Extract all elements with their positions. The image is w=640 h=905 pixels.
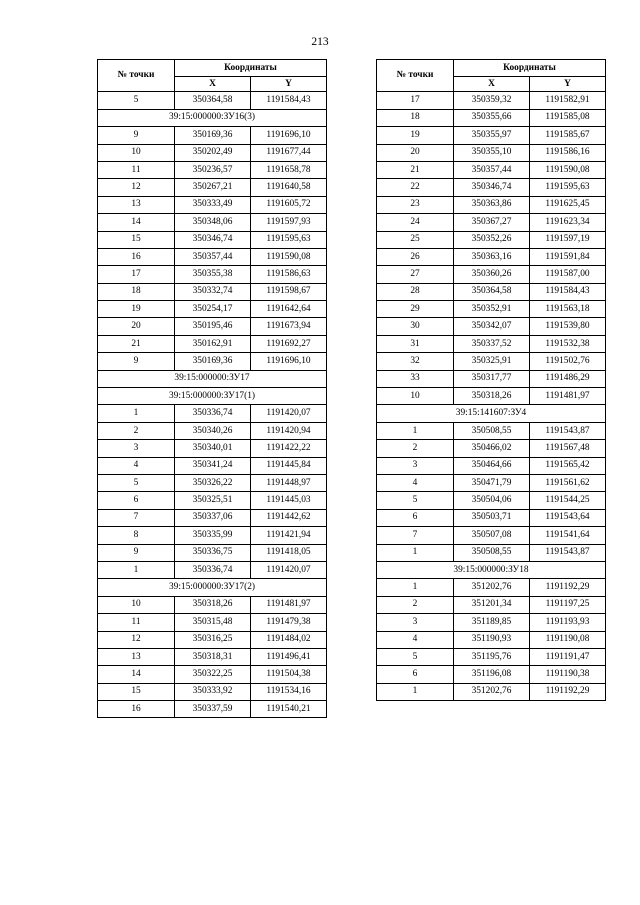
point-number: 10 bbox=[98, 144, 175, 161]
table-row bbox=[377, 666, 606, 683]
x-coordinate: 350336,75 bbox=[175, 544, 251, 561]
x-coordinate: 350346,74 bbox=[454, 179, 530, 196]
table-row bbox=[377, 631, 606, 648]
point-number: 9 bbox=[98, 127, 175, 144]
y-coordinate: 1191590,08 bbox=[251, 248, 327, 265]
y-coordinate: 1191595,63 bbox=[251, 231, 327, 248]
x-coordinate: 351196,08 bbox=[454, 666, 530, 683]
x-coordinate: 350336,74 bbox=[175, 561, 251, 578]
x-coordinate: 351190,93 bbox=[454, 631, 530, 648]
point-number: 21 bbox=[98, 335, 175, 352]
y-coordinate: 1191658,78 bbox=[251, 161, 327, 178]
point-number: 9 bbox=[98, 544, 175, 561]
x-coordinate: 350336,74 bbox=[175, 405, 251, 422]
y-coordinate: 1191586,16 bbox=[530, 144, 606, 161]
table-row bbox=[98, 474, 327, 491]
y-coordinate: 1191543,87 bbox=[530, 422, 606, 439]
x-coordinate: 351189,85 bbox=[454, 614, 530, 631]
x-coordinate: 350195,46 bbox=[175, 318, 251, 335]
table-row bbox=[377, 248, 606, 265]
point-number: 5 bbox=[98, 92, 175, 109]
table-row bbox=[377, 301, 606, 318]
y-coordinate: 1191623,34 bbox=[530, 214, 606, 231]
x-coordinate: 350337,59 bbox=[175, 701, 251, 718]
parcel-id: 39:15:000000:ЗУ17(2) bbox=[98, 579, 327, 596]
point-number: 16 bbox=[98, 701, 175, 718]
table-row bbox=[377, 179, 606, 196]
y-coordinate: 1191584,43 bbox=[530, 283, 606, 300]
table-row bbox=[377, 266, 606, 283]
x-coordinate: 350202,49 bbox=[175, 144, 251, 161]
y-coordinate: 1191418,05 bbox=[251, 544, 327, 561]
table-row bbox=[98, 701, 327, 718]
table-row bbox=[377, 544, 606, 561]
table-row bbox=[377, 509, 606, 526]
point-number: 1 bbox=[377, 422, 454, 439]
coordinates-header: Координаты bbox=[175, 60, 327, 77]
x-coordinate: 350464,66 bbox=[454, 457, 530, 474]
point-number: 6 bbox=[377, 509, 454, 526]
table-row bbox=[98, 457, 327, 474]
y-coordinate: 1191696,10 bbox=[251, 353, 327, 370]
y-coordinate: 1191625,45 bbox=[530, 196, 606, 213]
y-coordinate: 1191567,48 bbox=[530, 440, 606, 457]
x-coordinate: 350318,26 bbox=[454, 388, 530, 405]
y-coordinate: 1191502,76 bbox=[530, 353, 606, 370]
y-coordinate: 1191445,03 bbox=[251, 492, 327, 509]
x-coordinate: 350317,77 bbox=[454, 370, 530, 387]
x-header: X bbox=[175, 77, 251, 92]
point-number: 15 bbox=[98, 683, 175, 700]
table-row bbox=[98, 248, 327, 265]
table-row bbox=[98, 492, 327, 509]
x-coordinate: 350364,58 bbox=[454, 283, 530, 300]
parcel-id: 39:15:000000:ЗУ17 bbox=[98, 370, 327, 387]
table-row bbox=[98, 266, 327, 283]
y-coordinate: 1191534,16 bbox=[251, 683, 327, 700]
y-coordinate: 1191598,67 bbox=[251, 283, 327, 300]
x-coordinate: 350325,91 bbox=[454, 353, 530, 370]
table-row bbox=[377, 596, 606, 613]
table-row bbox=[98, 666, 327, 683]
point-number: 7 bbox=[98, 509, 175, 526]
table-body-right bbox=[377, 92, 606, 701]
point-number: 27 bbox=[377, 266, 454, 283]
x-coordinate: 350337,52 bbox=[454, 335, 530, 352]
point-number: 14 bbox=[98, 214, 175, 231]
point-number-header: № точки bbox=[98, 60, 175, 92]
table-row bbox=[377, 92, 606, 109]
point-number: 24 bbox=[377, 214, 454, 231]
x-coordinate: 350318,26 bbox=[175, 596, 251, 613]
y-coordinate: 1191597,93 bbox=[251, 214, 327, 231]
y-coordinate: 1191640,58 bbox=[251, 179, 327, 196]
y-coordinate: 1191563,18 bbox=[530, 301, 606, 318]
y-coordinate: 1191586,63 bbox=[251, 266, 327, 283]
y-coordinate: 1191481,97 bbox=[251, 596, 327, 613]
table-row bbox=[377, 683, 606, 700]
parcel-section-row bbox=[98, 109, 327, 126]
x-coordinate: 350162,91 bbox=[175, 335, 251, 352]
point-number: 1 bbox=[98, 561, 175, 578]
table-row bbox=[98, 422, 327, 439]
point-number: 5 bbox=[377, 492, 454, 509]
x-coordinate: 350355,10 bbox=[454, 144, 530, 161]
x-coordinate: 350341,24 bbox=[175, 457, 251, 474]
point-number: 26 bbox=[377, 248, 454, 265]
table-row bbox=[377, 318, 606, 335]
table-row bbox=[377, 492, 606, 509]
y-coordinate: 1191540,21 bbox=[251, 701, 327, 718]
table-row bbox=[98, 527, 327, 544]
point-number: 6 bbox=[377, 666, 454, 683]
y-coordinate: 1191191,47 bbox=[530, 648, 606, 665]
point-number: 10 bbox=[377, 388, 454, 405]
x-coordinate: 350337,06 bbox=[175, 509, 251, 526]
y-coordinate: 1191565,42 bbox=[530, 457, 606, 474]
parcel-id: 39:15:141607:ЗУ4 bbox=[377, 405, 606, 422]
point-number: 30 bbox=[377, 318, 454, 335]
point-number: 4 bbox=[377, 474, 454, 491]
table-row bbox=[98, 179, 327, 196]
table-row bbox=[377, 614, 606, 631]
x-coordinate: 350333,49 bbox=[175, 196, 251, 213]
y-coordinate: 1191420,07 bbox=[251, 561, 327, 578]
y-coordinate: 1191504,38 bbox=[251, 666, 327, 683]
x-coordinate: 350363,16 bbox=[454, 248, 530, 265]
point-number: 14 bbox=[98, 666, 175, 683]
parcel-section-row bbox=[98, 370, 327, 387]
table-row bbox=[98, 318, 327, 335]
x-coordinate: 350340,01 bbox=[175, 440, 251, 457]
point-number: 1 bbox=[377, 544, 454, 561]
point-number: 13 bbox=[98, 648, 175, 665]
table-row bbox=[377, 231, 606, 248]
point-number: 8 bbox=[98, 527, 175, 544]
x-coordinate: 350357,44 bbox=[454, 161, 530, 178]
point-number-header: № точки bbox=[377, 60, 454, 92]
point-number: 11 bbox=[98, 614, 175, 631]
x-coordinate: 351201,34 bbox=[454, 596, 530, 613]
table-row bbox=[377, 527, 606, 544]
table-row bbox=[377, 457, 606, 474]
x-coordinate: 350318,31 bbox=[175, 648, 251, 665]
x-coordinate: 350315,48 bbox=[175, 614, 251, 631]
y-coordinate: 1191190,08 bbox=[530, 631, 606, 648]
point-number: 2 bbox=[98, 422, 175, 439]
y-coordinate: 1191190,38 bbox=[530, 666, 606, 683]
y-coordinate: 1191677,44 bbox=[251, 144, 327, 161]
table-row bbox=[98, 544, 327, 561]
x-coordinate: 350508,55 bbox=[454, 422, 530, 439]
parcel-id: 39:15:000000:ЗУ17(1) bbox=[98, 388, 327, 405]
point-number: 18 bbox=[98, 283, 175, 300]
y-coordinate: 1191561,62 bbox=[530, 474, 606, 491]
point-number: 1 bbox=[377, 579, 454, 596]
table-row bbox=[377, 579, 606, 596]
coordinates-table-left bbox=[97, 59, 327, 718]
y-coordinate: 1191192,29 bbox=[530, 579, 606, 596]
table-row bbox=[98, 614, 327, 631]
table-row bbox=[377, 388, 606, 405]
y-coordinate: 1191496,41 bbox=[251, 648, 327, 665]
y-coordinate: 1191696,10 bbox=[251, 127, 327, 144]
table-row bbox=[377, 144, 606, 161]
point-number: 2 bbox=[377, 596, 454, 613]
y-coordinate: 1191597,19 bbox=[530, 231, 606, 248]
point-number: 28 bbox=[377, 283, 454, 300]
x-coordinate: 350357,44 bbox=[175, 248, 251, 265]
point-number: 10 bbox=[98, 596, 175, 613]
x-coordinate: 350503,71 bbox=[454, 509, 530, 526]
point-number: 19 bbox=[377, 127, 454, 144]
point-number: 18 bbox=[377, 109, 454, 126]
y-coordinate: 1191479,38 bbox=[251, 614, 327, 631]
x-coordinate: 350169,36 bbox=[175, 127, 251, 144]
parcel-section-row bbox=[98, 579, 327, 596]
table-row bbox=[98, 283, 327, 300]
parcel-id: 39:15:000000:ЗУ16(3) bbox=[98, 109, 327, 126]
table-row bbox=[98, 161, 327, 178]
coordinates-header: Координаты bbox=[454, 60, 606, 77]
point-number: 25 bbox=[377, 231, 454, 248]
y-coordinate: 1191605,72 bbox=[251, 196, 327, 213]
y-coordinate: 1191595,63 bbox=[530, 179, 606, 196]
point-number: 11 bbox=[98, 161, 175, 178]
table-row bbox=[98, 301, 327, 318]
table-row bbox=[377, 196, 606, 213]
x-coordinate: 350360,26 bbox=[454, 266, 530, 283]
point-number: 17 bbox=[377, 92, 454, 109]
point-number: 15 bbox=[98, 231, 175, 248]
parcel-id: 39:15:000000:ЗУ18 bbox=[377, 561, 606, 578]
x-coordinate: 350326,22 bbox=[175, 474, 251, 491]
table-row bbox=[377, 353, 606, 370]
point-number: 22 bbox=[377, 179, 454, 196]
coordinates-table-right bbox=[376, 59, 606, 701]
table-row bbox=[377, 214, 606, 231]
y-coordinate: 1191420,07 bbox=[251, 405, 327, 422]
y-coordinate: 1191541,64 bbox=[530, 527, 606, 544]
x-coordinate: 350346,74 bbox=[175, 231, 251, 248]
x-coordinate: 351202,76 bbox=[454, 683, 530, 700]
y-coordinate: 1191484,02 bbox=[251, 631, 327, 648]
point-number: 20 bbox=[98, 318, 175, 335]
x-coordinate: 350352,91 bbox=[454, 301, 530, 318]
y-coordinate: 1191421,94 bbox=[251, 527, 327, 544]
table-row bbox=[98, 631, 327, 648]
table-row bbox=[98, 648, 327, 665]
point-number: 7 bbox=[377, 527, 454, 544]
table-row bbox=[98, 596, 327, 613]
y-coordinate: 1191442,62 bbox=[251, 509, 327, 526]
y-coordinate: 1191486,29 bbox=[530, 370, 606, 387]
table-row bbox=[377, 127, 606, 144]
table-row bbox=[98, 509, 327, 526]
x-header: X bbox=[454, 77, 530, 92]
point-number: 6 bbox=[98, 492, 175, 509]
x-coordinate: 350507,08 bbox=[454, 527, 530, 544]
table-row bbox=[377, 161, 606, 178]
x-coordinate: 350355,38 bbox=[175, 266, 251, 283]
table-row bbox=[377, 335, 606, 352]
y-coordinate: 1191587,00 bbox=[530, 266, 606, 283]
point-number: 1 bbox=[377, 683, 454, 700]
y-coordinate: 1191673,94 bbox=[251, 318, 327, 335]
point-number: 3 bbox=[377, 614, 454, 631]
point-number: 3 bbox=[377, 457, 454, 474]
point-number: 13 bbox=[98, 196, 175, 213]
x-coordinate: 350364,58 bbox=[175, 92, 251, 109]
point-number: 23 bbox=[377, 196, 454, 213]
y-coordinate: 1191590,08 bbox=[530, 161, 606, 178]
point-number: 17 bbox=[98, 266, 175, 283]
point-number: 32 bbox=[377, 353, 454, 370]
point-number: 19 bbox=[98, 301, 175, 318]
x-coordinate: 350169,36 bbox=[175, 353, 251, 370]
point-number: 3 bbox=[98, 440, 175, 457]
point-number: 4 bbox=[377, 631, 454, 648]
point-number: 9 bbox=[98, 353, 175, 370]
y-coordinate: 1191692,27 bbox=[251, 335, 327, 352]
table-row bbox=[98, 214, 327, 231]
x-coordinate: 350335,99 bbox=[175, 527, 251, 544]
x-coordinate: 350508,55 bbox=[454, 544, 530, 561]
table-row bbox=[98, 231, 327, 248]
table-row bbox=[98, 353, 327, 370]
y-coordinate: 1191448,97 bbox=[251, 474, 327, 491]
table-row bbox=[377, 283, 606, 300]
x-coordinate: 350333,92 bbox=[175, 683, 251, 700]
y-header: Y bbox=[251, 77, 327, 92]
x-coordinate: 350348,06 bbox=[175, 214, 251, 231]
x-coordinate: 350236,57 bbox=[175, 161, 251, 178]
point-number: 31 bbox=[377, 335, 454, 352]
point-number: 5 bbox=[98, 474, 175, 491]
y-coordinate: 1191420,94 bbox=[251, 422, 327, 439]
page-number: 213 bbox=[311, 36, 329, 48]
x-coordinate: 350316,25 bbox=[175, 631, 251, 648]
x-coordinate: 350340,26 bbox=[175, 422, 251, 439]
x-coordinate: 350267,21 bbox=[175, 179, 251, 196]
y-coordinate: 1191532,38 bbox=[530, 335, 606, 352]
parcel-section-row bbox=[377, 561, 606, 578]
y-coordinate: 1191481,97 bbox=[530, 388, 606, 405]
point-number: 20 bbox=[377, 144, 454, 161]
y-coordinate: 1191582,91 bbox=[530, 92, 606, 109]
x-coordinate: 350363,86 bbox=[454, 196, 530, 213]
y-coordinate: 1191642,64 bbox=[251, 301, 327, 318]
y-coordinate: 1191585,67 bbox=[530, 127, 606, 144]
point-number: 16 bbox=[98, 248, 175, 265]
table-row bbox=[377, 440, 606, 457]
y-coordinate: 1191192,29 bbox=[530, 683, 606, 700]
x-coordinate: 351202,76 bbox=[454, 579, 530, 596]
y-coordinate: 1191544,25 bbox=[530, 492, 606, 509]
y-coordinate: 1191591,84 bbox=[530, 248, 606, 265]
x-coordinate: 350355,66 bbox=[454, 109, 530, 126]
table-row bbox=[98, 335, 327, 352]
y-coordinate: 1191422,22 bbox=[251, 440, 327, 457]
y-coordinate: 1191543,87 bbox=[530, 544, 606, 561]
x-coordinate: 350332,74 bbox=[175, 283, 251, 300]
y-coordinate: 1191584,43 bbox=[251, 92, 327, 109]
table-row bbox=[377, 648, 606, 665]
table-row bbox=[98, 683, 327, 700]
parcel-section-row bbox=[98, 388, 327, 405]
point-number: 2 bbox=[377, 440, 454, 457]
parcel-section-row bbox=[377, 405, 606, 422]
table-row bbox=[377, 422, 606, 439]
y-coordinate: 1191539,80 bbox=[530, 318, 606, 335]
x-coordinate: 350359,32 bbox=[454, 92, 530, 109]
table-row bbox=[98, 561, 327, 578]
y-coordinate: 1191585,08 bbox=[530, 109, 606, 126]
table-row bbox=[98, 196, 327, 213]
x-coordinate: 350254,17 bbox=[175, 301, 251, 318]
x-coordinate: 350367,27 bbox=[454, 214, 530, 231]
point-number: 5 bbox=[377, 648, 454, 665]
x-coordinate: 350355,97 bbox=[454, 127, 530, 144]
table-row bbox=[98, 92, 327, 109]
table-row bbox=[377, 474, 606, 491]
x-coordinate: 350471,79 bbox=[454, 474, 530, 491]
x-coordinate: 350352,26 bbox=[454, 231, 530, 248]
table-body-left bbox=[98, 92, 327, 718]
table-row bbox=[98, 440, 327, 457]
x-coordinate: 350322,25 bbox=[175, 666, 251, 683]
table-row bbox=[377, 370, 606, 387]
x-coordinate: 350504,06 bbox=[454, 492, 530, 509]
table-row bbox=[377, 109, 606, 126]
point-number: 1 bbox=[98, 405, 175, 422]
point-number: 21 bbox=[377, 161, 454, 178]
y-coordinate: 1191193,93 bbox=[530, 614, 606, 631]
point-number: 4 bbox=[98, 457, 175, 474]
table-row bbox=[98, 127, 327, 144]
x-coordinate: 350325,51 bbox=[175, 492, 251, 509]
y-coordinate: 1191197,25 bbox=[530, 596, 606, 613]
point-number: 12 bbox=[98, 631, 175, 648]
x-coordinate: 351195,76 bbox=[454, 648, 530, 665]
table-row bbox=[98, 144, 327, 161]
x-coordinate: 350342,07 bbox=[454, 318, 530, 335]
point-number: 29 bbox=[377, 301, 454, 318]
point-number: 12 bbox=[98, 179, 175, 196]
y-header: Y bbox=[530, 77, 606, 92]
table-row bbox=[98, 405, 327, 422]
y-coordinate: 1191543,64 bbox=[530, 509, 606, 526]
point-number: 33 bbox=[377, 370, 454, 387]
x-coordinate: 350466,02 bbox=[454, 440, 530, 457]
y-coordinate: 1191445,84 bbox=[251, 457, 327, 474]
